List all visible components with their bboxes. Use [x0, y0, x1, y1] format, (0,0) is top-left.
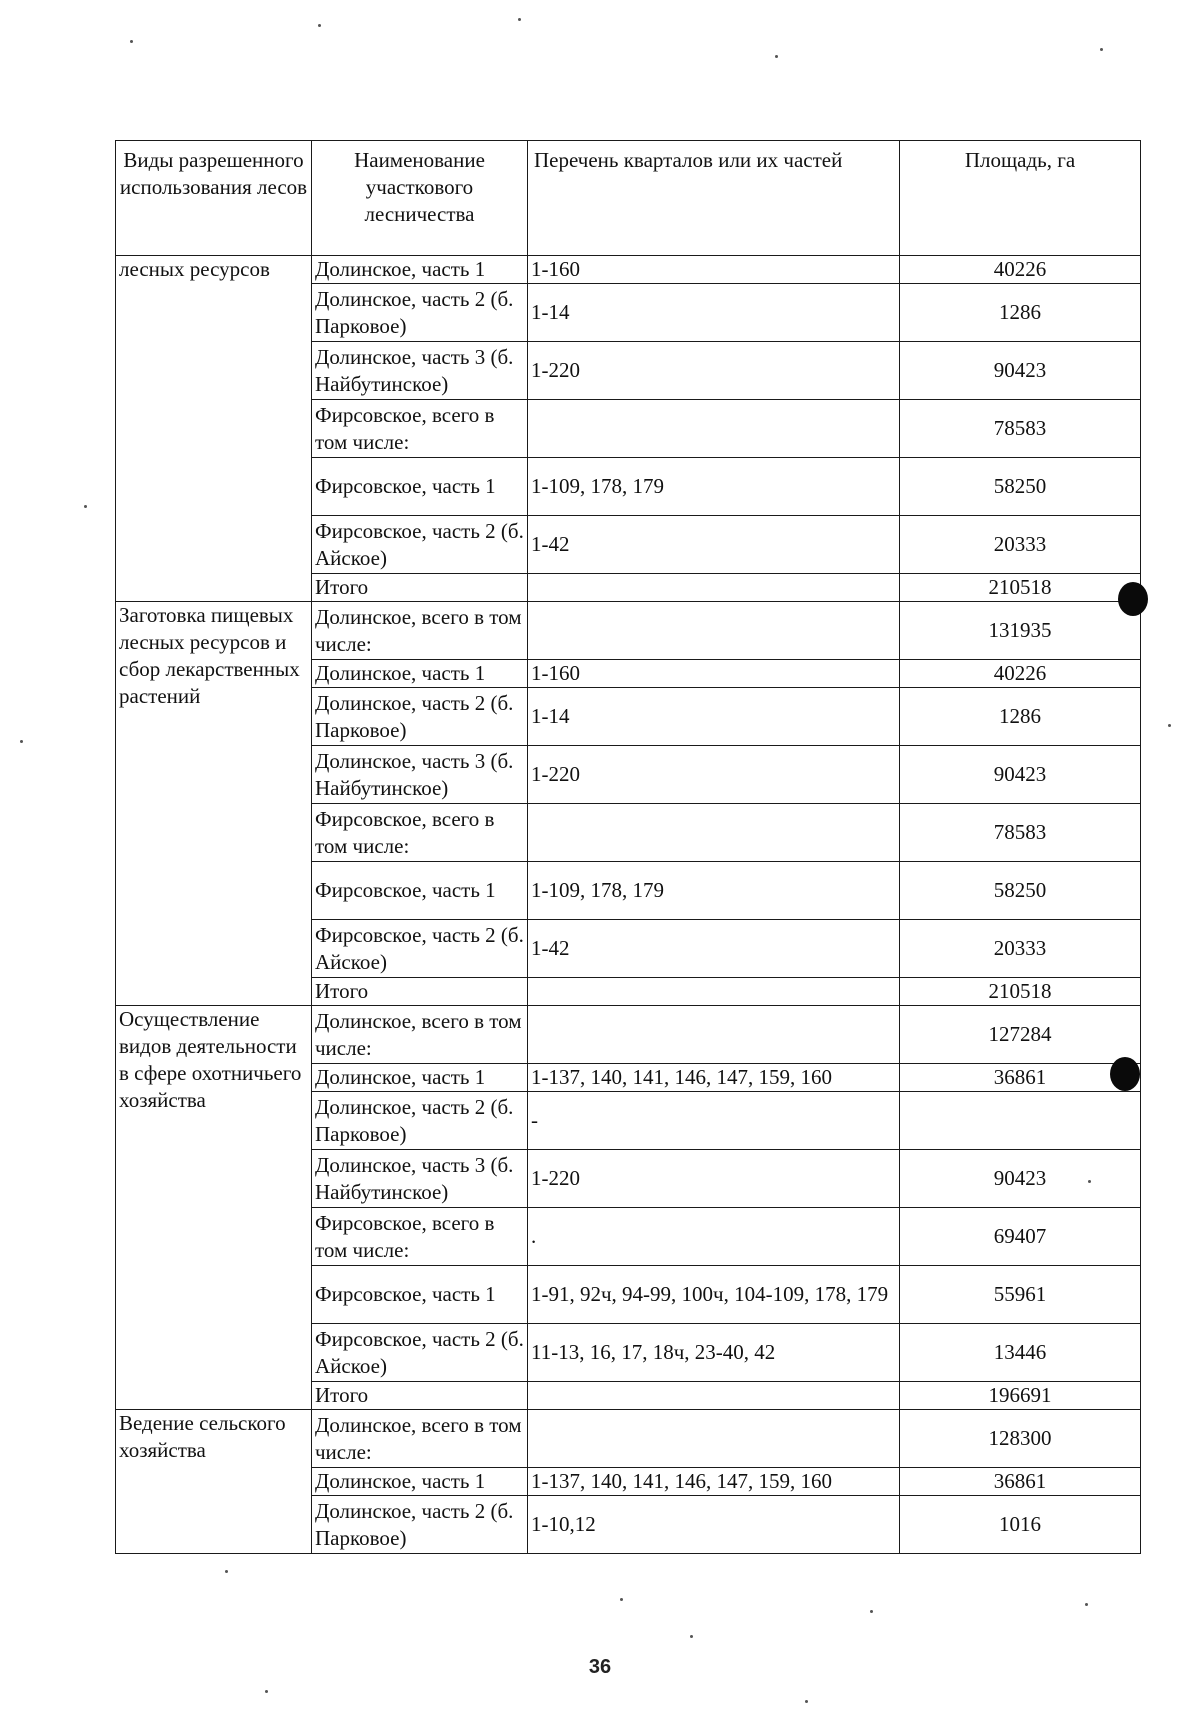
cell-quarters [528, 574, 900, 602]
header-use-type: Виды разрешенного использования лесов [116, 141, 312, 256]
cell-forestry: Фирсовское, часть 2 (б. Айское) [312, 920, 528, 978]
table-row [116, 602, 1141, 660]
cell-quarters: 1-91, 92ч, 94-99, 100ч, 104-109, 178, 179 [528, 1266, 900, 1324]
cell-area: 40226 [900, 256, 1141, 284]
cell-forestry: Долинское, часть 2 (б. Парковое) [312, 688, 528, 746]
cell-forestry: Долинское, часть 2 (б. Парковое) [312, 1496, 528, 1554]
cell-forestry: Фирсовское, часть 1 [312, 1266, 528, 1324]
cell-quarters: 1-42 [528, 516, 900, 574]
scan-speck [1168, 724, 1171, 727]
cell-area: 40226 [900, 660, 1141, 688]
cell-area: 210518 [900, 574, 1141, 602]
cell-forestry: Фирсовское, всего в том числе: [312, 400, 528, 458]
cell-area: 90423 [900, 342, 1141, 400]
cell-quarters: 1-220 [528, 746, 900, 804]
scan-speck [1100, 48, 1103, 51]
cell-quarters: 1-109, 178, 179 [528, 458, 900, 516]
table-header-row [116, 141, 1141, 256]
cell-area: 196691 [900, 1382, 1141, 1410]
cell-forestry: Фирсовское, всего в том числе: [312, 1208, 528, 1266]
cell-forestry: Долинское, часть 3 (б. Найбутинское) [312, 1150, 528, 1208]
cell-area: 36861 [900, 1468, 1141, 1496]
cell-forestry: Долинское, всего в том числе: [312, 1006, 528, 1064]
header-area: Площадь, га [900, 141, 1141, 256]
header-quarters: Перечень кварталов или их частей [528, 141, 900, 256]
forest-use-table [115, 140, 1141, 1554]
cell-forestry: Долинское, часть 2 (б. Парковое) [312, 284, 528, 342]
cell-area: 90423 [900, 746, 1141, 804]
scan-speck [84, 505, 87, 508]
scan-speck [265, 1690, 268, 1693]
table-body [116, 256, 1141, 1554]
scan-speck [1085, 1603, 1088, 1606]
cell-area: 1286 [900, 284, 1141, 342]
cell-quarters [528, 1006, 900, 1064]
cell-use-type: Заготовка пищевых лесных ресурсов и сбор лекарственных растений [116, 602, 312, 1006]
cell-area: 78583 [900, 400, 1141, 458]
cell-quarters: 1-14 [528, 284, 900, 342]
cell-quarters: 1-109, 178, 179 [528, 862, 900, 920]
cell-quarters: 1-10,12 [528, 1496, 900, 1554]
cell-quarters: 1-160 [528, 256, 900, 284]
cell-forestry: Фирсовское, часть 1 [312, 862, 528, 920]
cell-area: 58250 [900, 862, 1141, 920]
cell-quarters: 1-137, 140, 141, 146, 147, 159, 160 [528, 1064, 900, 1092]
cell-quarters: . [528, 1208, 900, 1266]
cell-area: 1286 [900, 688, 1141, 746]
table-row [116, 1410, 1141, 1468]
scan-speck [1088, 1180, 1091, 1183]
cell-forestry: Долинское, часть 1 [312, 1468, 528, 1496]
cell-forestry: Долинское, часть 3 (б. Найбутинское) [312, 342, 528, 400]
cell-forestry: Итого [312, 1382, 528, 1410]
cell-forestry: Долинское, часть 3 (б. Найбутинское) [312, 746, 528, 804]
cell-forestry: Фирсовское, всего в том числе: [312, 804, 528, 862]
cell-quarters: 1-137, 140, 141, 146, 147, 159, 160 [528, 1468, 900, 1496]
cell-forestry: Итого [312, 978, 528, 1006]
scan-speck [130, 40, 133, 43]
cell-quarters: 1-220 [528, 1150, 900, 1208]
cell-use-type: Осуществление видов деятельности в сфере охотничьего хозяйства [116, 1006, 312, 1410]
cell-forestry: Долинское, всего в том числе: [312, 1410, 528, 1468]
cell-area: 13446 [900, 1324, 1141, 1382]
cell-forestry: Долинское, часть 1 [312, 256, 528, 284]
cell-quarters: 1-220 [528, 342, 900, 400]
cell-area: 90423 [900, 1150, 1141, 1208]
cell-area: 128300 [900, 1410, 1141, 1468]
scan-blot [1118, 582, 1148, 616]
cell-area: 210518 [900, 978, 1141, 1006]
scan-speck [20, 740, 23, 743]
cell-quarters [528, 978, 900, 1006]
scan-speck [225, 1570, 228, 1573]
scan-speck [870, 1610, 873, 1613]
cell-area: 78583 [900, 804, 1141, 862]
scan-speck [805, 1700, 808, 1703]
cell-quarters [528, 602, 900, 660]
cell-area: 127284 [900, 1006, 1141, 1064]
cell-quarters [528, 400, 900, 458]
cell-quarters: - [528, 1092, 900, 1150]
cell-forestry: Фирсовское, часть 2 (б. Айское) [312, 1324, 528, 1382]
cell-area [900, 1092, 1141, 1150]
cell-quarters: 1-42 [528, 920, 900, 978]
cell-forestry: Итого [312, 574, 528, 602]
cell-forestry: Долинское, часть 1 [312, 660, 528, 688]
scan-speck [775, 55, 778, 58]
cell-quarters [528, 1410, 900, 1468]
cell-area: 58250 [900, 458, 1141, 516]
table-row [116, 256, 1141, 284]
cell-forestry: Долинское, часть 1 [312, 1064, 528, 1092]
page-number: 36 [588, 1656, 612, 1678]
cell-use-type: Ведение сельского хозяйства [116, 1410, 312, 1554]
scan-speck [690, 1635, 693, 1638]
cell-quarters [528, 1382, 900, 1410]
cell-area: 1016 [900, 1496, 1141, 1554]
scan-speck [318, 24, 321, 27]
cell-area: 36861 [900, 1064, 1141, 1092]
cell-area: 20333 [900, 516, 1141, 574]
table-row [116, 1006, 1141, 1064]
cell-forestry: Фирсовское, часть 2 (б. Айское) [312, 516, 528, 574]
scan-speck [518, 18, 521, 21]
cell-forestry: Долинское, часть 2 (б. Парковое) [312, 1092, 528, 1150]
scan-blot [1110, 1057, 1140, 1091]
cell-area: 20333 [900, 920, 1141, 978]
header-forestry: Наименование участкового лесничества [312, 141, 528, 256]
cell-area: 131935 [900, 602, 1141, 660]
cell-quarters: 1-14 [528, 688, 900, 746]
cell-quarters: 11-13, 16, 17, 18ч, 23-40, 42 [528, 1324, 900, 1382]
cell-quarters [528, 804, 900, 862]
cell-quarters: 1-160 [528, 660, 900, 688]
cell-forestry: Фирсовское, часть 1 [312, 458, 528, 516]
cell-area: 69407 [900, 1208, 1141, 1266]
cell-use-type: лесных ресурсов [116, 256, 312, 602]
cell-area: 55961 [900, 1266, 1141, 1324]
scan-speck [620, 1598, 623, 1601]
cell-forestry: Долинское, всего в том числе: [312, 602, 528, 660]
